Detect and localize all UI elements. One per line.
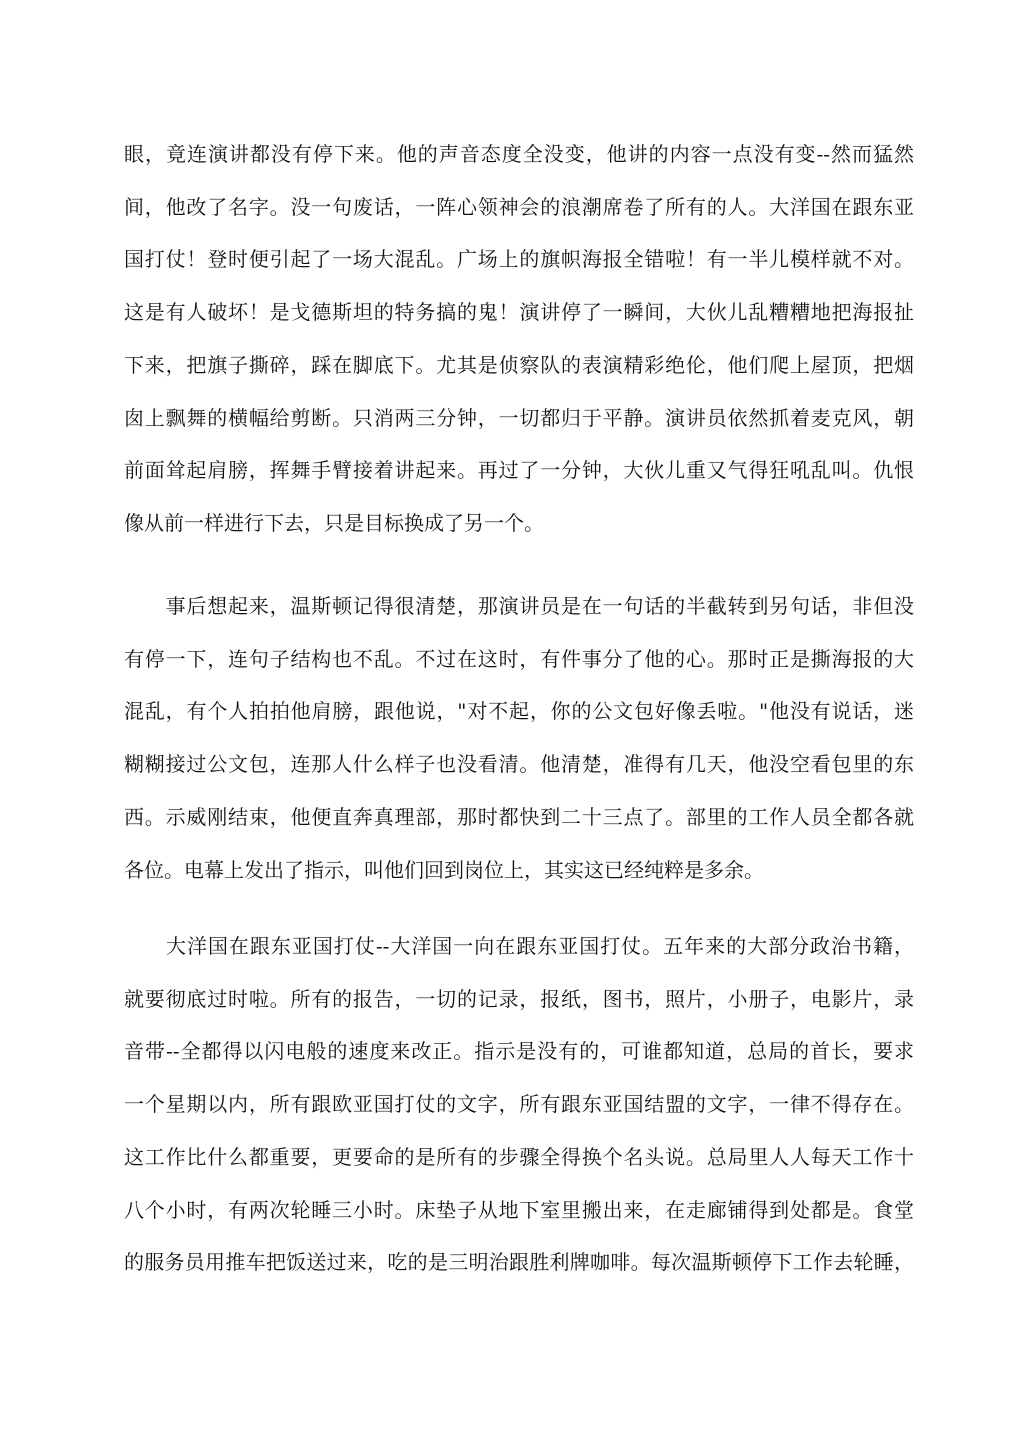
text-line: 混乱，有个人拍拍他肩膀，跟他说，"对不起，你的公文包好像丢啦。"他没有说话，迷 [124,699,914,724]
text-line: 大洋国在跟东亚国打仗--大洋国一向在跟东亚国打仗。五年来的大部分政治书籍， [124,934,914,958]
text-line: 间，他改了名字。没一句废话，一阵心领神会的浪潮席卷了所有的人。大洋国在跟东亚 [124,194,914,219]
text-line: 西。示威刚结束，他便直奔真理部，那时都快到二十三点了。部里的工作人员全都各就 [124,804,914,829]
text-line: 这是有人破坏！是戈德斯坦的特务搞的鬼！演讲停了一瞬间，大伙儿乱糟糟地把海报扯 [124,300,914,325]
paragraph-1 [124,128,914,550]
text-line: 糊糊接过公文包，连那人什么样子也没看清。他清楚，准得有几天，他没空看包里的东 [124,752,914,777]
text-line: 音带--全都得以闪电般的速度来改正。指示是没有的，可谁都知道，总局的首长，要求 [124,1039,914,1064]
text-line: 这工作比什么都重要，更要命的是所有的步骤全得换个名头说。总局里人人每天工作十 [124,1144,914,1169]
text-line: 前面耸起肩膀，挥舞手臂接着讲起来。再过了一分钟，大伙儿重又气得狂吼乱叫。仇恨 [124,458,914,483]
text-line: 囱上飘舞的横幅给剪断。只消两三分钟，一切都归于平静。演讲员依然抓着麦克风，朝 [124,405,914,430]
text-line: 有停一下，连句子结构也不乱。不过在这时，有件事分了他的心。那时正是撕海报的大 [124,646,914,671]
text-line: 就要彻底过时啦。所有的报告，一切的记录，报纸，图书，照片，小册子，电影片，录 [124,986,914,1011]
text-line: 八个小时，有两次轮睡三小时。床垫子从地下室里搬出来，在走廊铺得到处都是。食堂 [124,1197,914,1222]
paragraph-2 [124,580,914,896]
paragraph-3 [124,920,914,1289]
text-line: 国打仗！登时便引起了一场大混乱。广场上的旗帜海报全错啦！有一半儿模样就不对。 [124,247,914,272]
text-line: 眼，竟连演讲都没有停下来。他的声音态度全没变，他讲的内容一点没有变--然而猛然 [124,142,914,166]
text-line: 下来，把旗子撕碎，踩在脚底下。尤其是侦察队的表演精彩绝伦，他们爬上屋顶，把烟 [124,352,914,377]
text-line: 的服务员用推车把饭送过来，吃的是三明治跟胜利牌咖啡。每次温斯顿停下工作去轮睡， [124,1250,914,1275]
text-line: 事后想起来，温斯顿记得很清楚，那演讲员是在一句话的半截转到另句话，非但没 [124,594,914,618]
text-line: 各位。电幕上发出了指示，叫他们回到岗位上，其实这已经纯粹是多余。 [124,857,764,882]
text-line: 一个星期以内，所有跟欧亚国打仗的文字，所有跟东亚国结盟的文字，一律不得存在。 [124,1092,914,1117]
text-line: 像从前一样进行下去，只是目标换成了另一个。 [124,510,544,535]
